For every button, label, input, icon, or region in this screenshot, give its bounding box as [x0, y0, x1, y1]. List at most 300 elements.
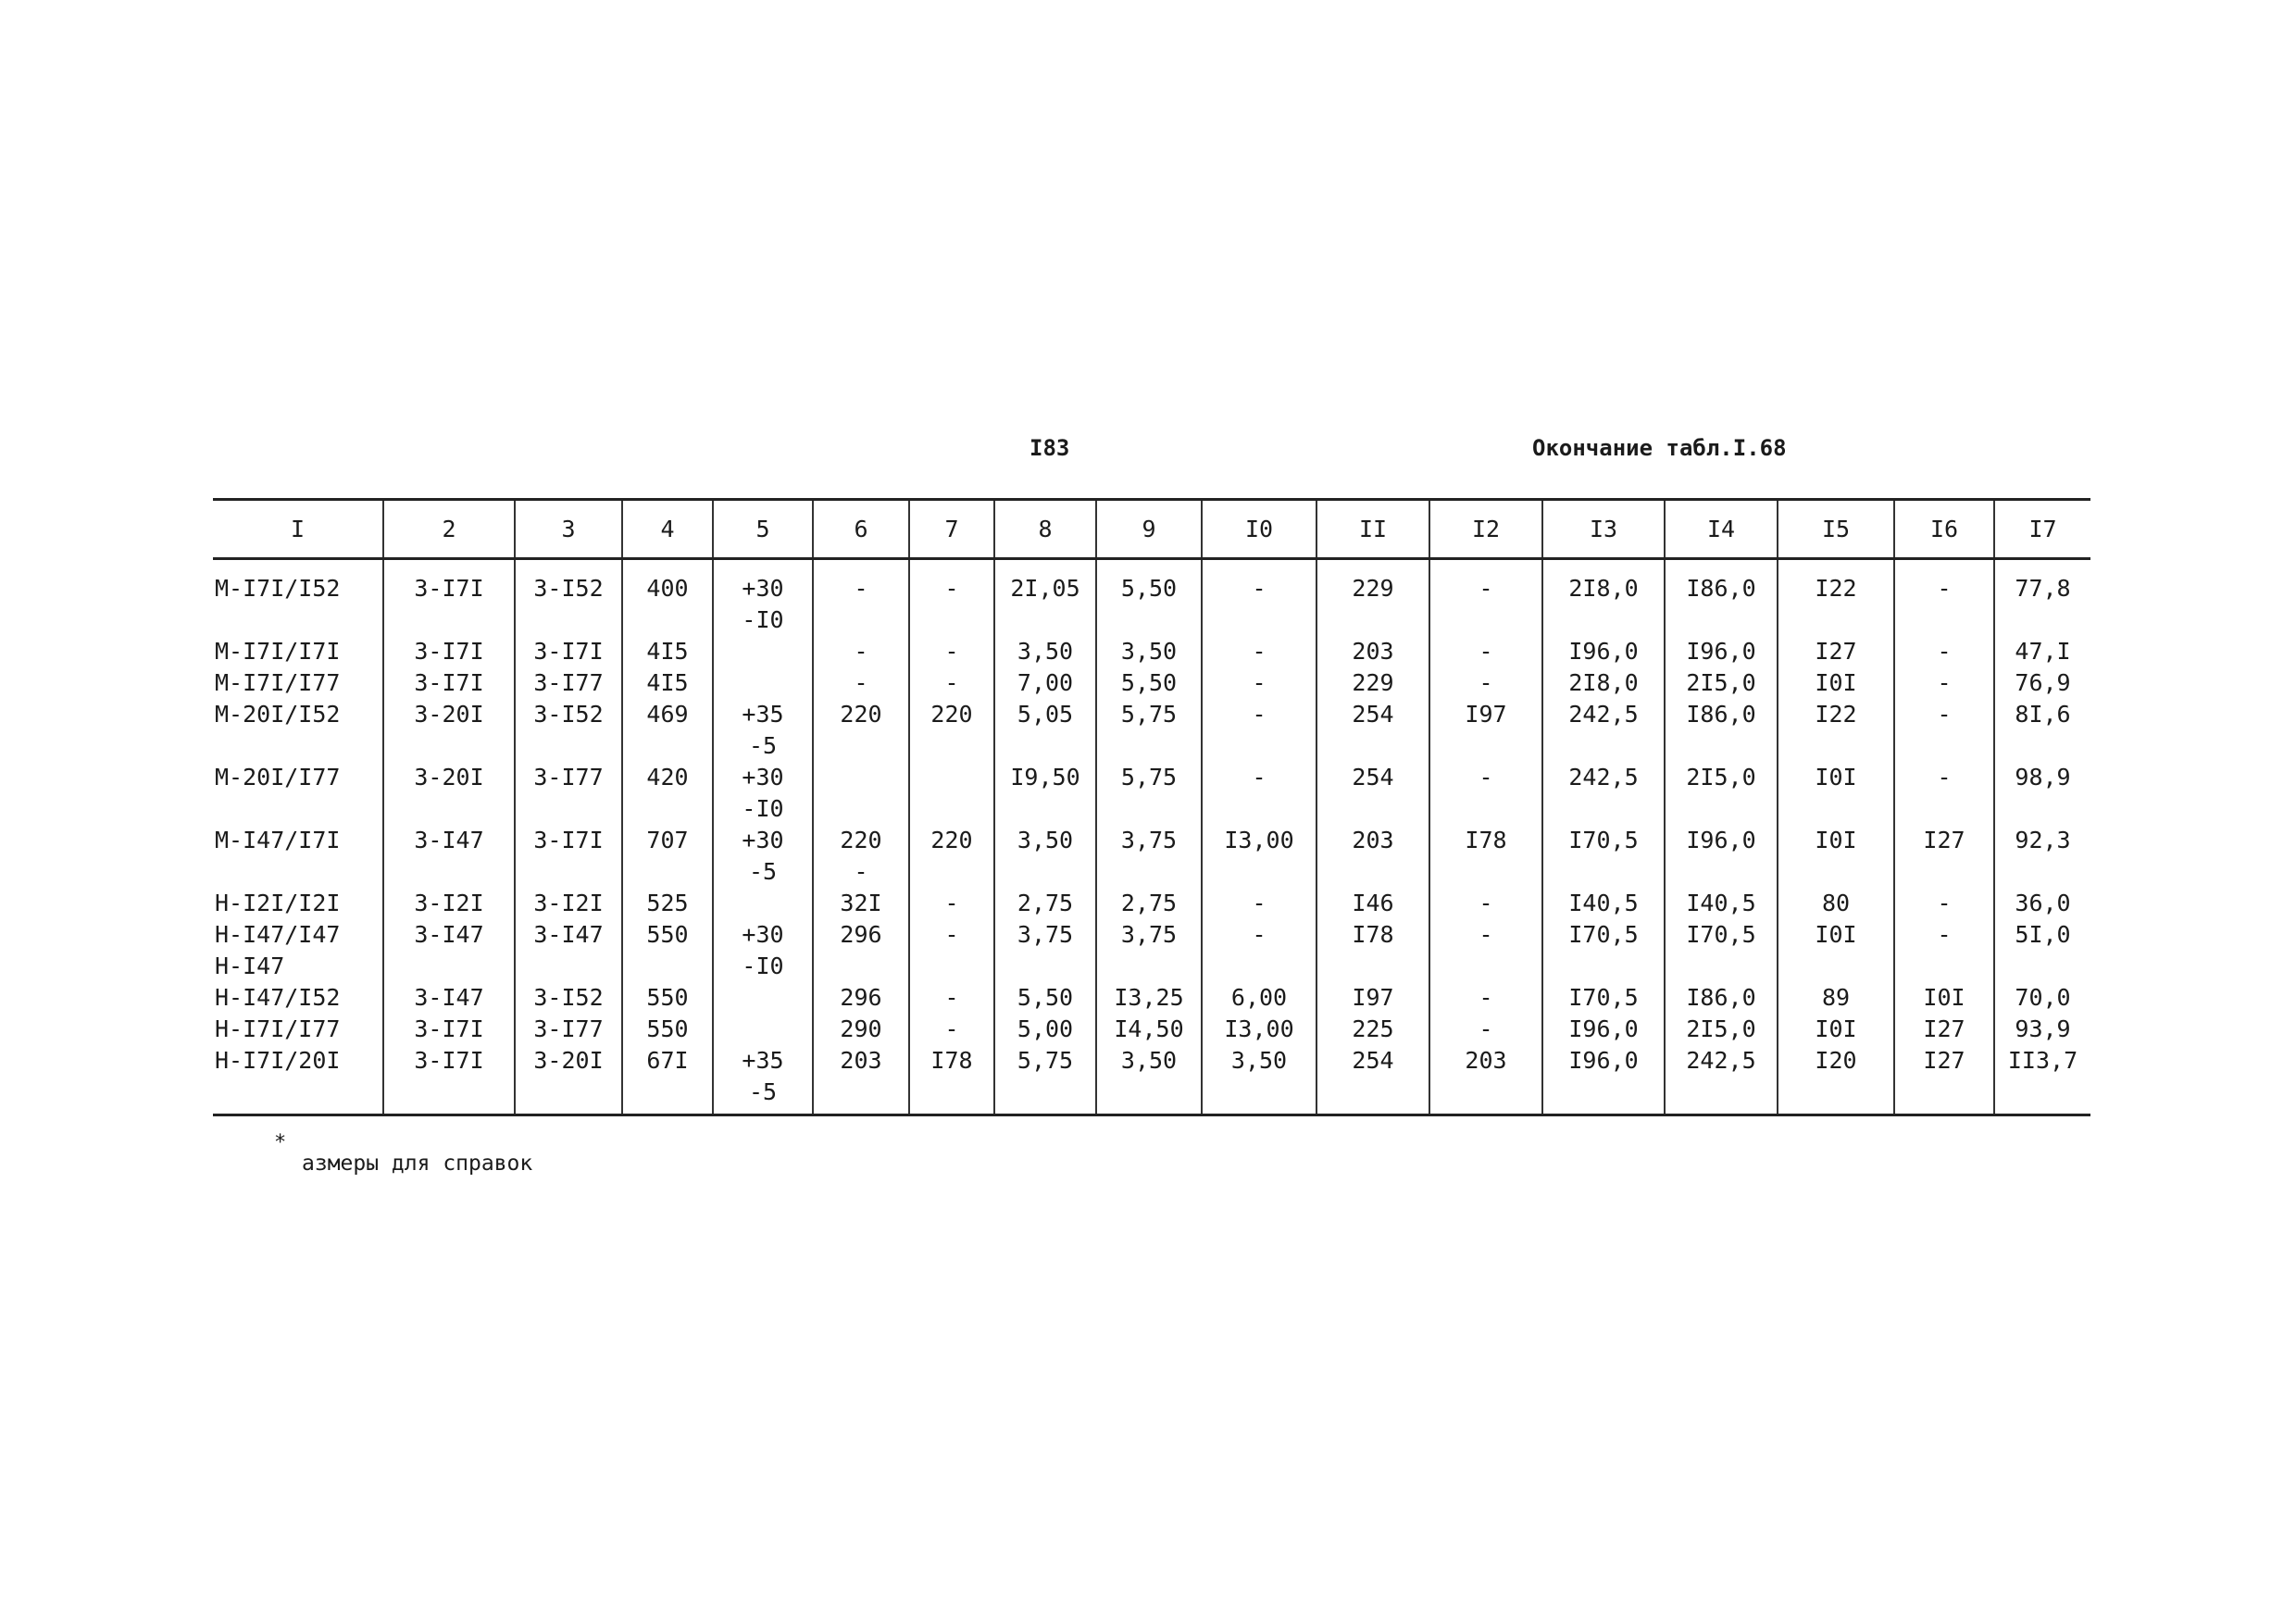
- cell-subvalue: -I0: [742, 606, 784, 633]
- table-row: [213, 982, 2090, 1014]
- cell-value: I78: [930, 1047, 973, 1074]
- cell-value: -: [1479, 638, 1493, 665]
- cell-value: 76,9: [2015, 669, 2071, 696]
- table-cell: [383, 982, 515, 1014]
- cell-value: 2I8,0: [1568, 575, 1639, 602]
- column-header-2: 2: [383, 500, 515, 559]
- table-cell: [813, 559, 909, 637]
- table-cell: [1665, 982, 1778, 1014]
- table-cell: [1202, 1045, 1316, 1115]
- cell-value: 242,5: [1568, 701, 1639, 728]
- table-cell: [1994, 1014, 2090, 1045]
- cell-value: I0I: [1815, 827, 1857, 853]
- column-header-13: I3: [1542, 500, 1665, 559]
- cell-value: 5,05: [1017, 701, 1074, 728]
- table-cell: [994, 762, 1096, 825]
- table-cell: [515, 919, 622, 982]
- table-cell: [622, 699, 713, 762]
- cell-value: 220: [840, 701, 882, 728]
- table-cell: [813, 636, 909, 667]
- table-cell: [1429, 982, 1542, 1014]
- row-designation: [213, 667, 383, 699]
- cell-value: 229: [1352, 575, 1394, 602]
- table-cell: [1316, 762, 1429, 825]
- cell-value: 2,75: [1017, 890, 1074, 916]
- cell-value: -: [1937, 669, 1952, 696]
- cell-value: 67I: [646, 1047, 689, 1074]
- table-cell: [1894, 699, 1994, 762]
- cell-value: -: [1252, 638, 1267, 665]
- table-cell: [1894, 762, 1994, 825]
- cell-value: 3,50: [1120, 638, 1178, 665]
- table-cell: [994, 919, 1096, 982]
- cell-value: 3-I2I: [533, 890, 604, 916]
- cell-value: 3-I77: [533, 1015, 604, 1042]
- table-cell: [1994, 636, 2090, 667]
- row-designation: [213, 636, 383, 667]
- table-cell: [1994, 888, 2090, 919]
- table-cell: [1316, 982, 1429, 1014]
- cell-value: 220: [840, 827, 882, 853]
- table-cell: [1994, 982, 2090, 1014]
- table-cell: [909, 559, 994, 637]
- table-cell: [1096, 762, 1202, 825]
- table-cell: [813, 762, 909, 825]
- cell-value: 550: [646, 984, 689, 1011]
- cell-value: 80: [1821, 890, 1851, 916]
- table-cell: [909, 888, 994, 919]
- table-cell: [1096, 1014, 1202, 1045]
- cell-value: 3-I7I: [414, 638, 484, 665]
- designation-text: М-I7I/I77: [215, 669, 341, 696]
- table-cell: [515, 888, 622, 919]
- table-cell: [1778, 888, 1894, 919]
- cell-value: I97: [1465, 701, 1507, 728]
- cell-value: I86,0: [1686, 701, 1756, 728]
- table-cell: [1429, 1014, 1542, 1045]
- table-cell: [1316, 636, 1429, 667]
- table-cell: [1202, 888, 1316, 919]
- table-cell: [1096, 1045, 1202, 1115]
- cell-value: 3-20I: [533, 1047, 604, 1074]
- table-cell: [713, 762, 813, 825]
- cell-value: 47,I: [2015, 638, 2071, 665]
- table-cell: [1778, 919, 1894, 982]
- cell-value: 254: [1352, 764, 1394, 791]
- cell-value: 3-I7I: [533, 638, 604, 665]
- column-header-17: I7: [1994, 500, 2090, 559]
- cell-value: 2I8,0: [1568, 669, 1639, 696]
- cell-value: 296: [840, 921, 882, 948]
- table-cell: [1542, 1014, 1665, 1045]
- table-cell: [383, 699, 515, 762]
- table-cell: [713, 636, 813, 667]
- cell-value: -: [1479, 764, 1493, 791]
- cell-value: 2I,05: [1010, 575, 1080, 602]
- cell-value: -: [944, 921, 959, 948]
- table-cell: [1096, 667, 1202, 699]
- table-cell: [1778, 699, 1894, 762]
- cell-value: -: [1252, 669, 1267, 696]
- table-cell: [1542, 667, 1665, 699]
- designation-text: М-20I/I52: [215, 701, 341, 728]
- table-cell: [515, 699, 622, 762]
- table-cell: [1894, 825, 1994, 888]
- table-cell: [1429, 919, 1542, 982]
- cell-value: +30: [742, 575, 784, 602]
- cell-value: 229: [1352, 669, 1394, 696]
- cell-value: I20: [1815, 1047, 1857, 1074]
- row-designation: [213, 1014, 383, 1045]
- cell-value: 3-I47: [414, 921, 484, 948]
- table-cell: [1429, 888, 1542, 919]
- table-cell: [1994, 559, 2090, 637]
- table-cell: [1994, 1045, 2090, 1115]
- cell-value: I86,0: [1686, 575, 1756, 602]
- cell-value: 3-I7I: [414, 575, 484, 602]
- table-cell: [909, 982, 994, 1014]
- cell-value: 203: [840, 1047, 882, 1074]
- cell-value: -: [1252, 701, 1267, 728]
- table-cell: [1096, 699, 1202, 762]
- cell-value: -: [1937, 701, 1952, 728]
- designation-subtext: Н-I47: [215, 953, 285, 979]
- designation-text: М-I7I/I7I: [215, 638, 341, 665]
- row-designation: [213, 825, 383, 888]
- table-cell: [1665, 667, 1778, 699]
- table-cell: [1096, 919, 1202, 982]
- table-cell: [1665, 888, 1778, 919]
- cell-value: 77,8: [2015, 575, 2071, 602]
- table-cell: [1542, 825, 1665, 888]
- table-caption: Окончание табл.I.68: [1532, 435, 1787, 461]
- table-cell: [1316, 825, 1429, 888]
- row-designation: [213, 559, 383, 637]
- table-cell: [1202, 919, 1316, 982]
- table-cell: [813, 1045, 909, 1115]
- cell-value: -: [1479, 890, 1493, 916]
- table-cell: [1096, 982, 1202, 1014]
- cell-value: 3-I7I: [533, 827, 604, 853]
- table-cell: [1778, 1014, 1894, 1045]
- table-cell: [1202, 636, 1316, 667]
- cell-value: I78: [1352, 921, 1394, 948]
- table-cell: [1994, 667, 2090, 699]
- designation-text: Н-I47/I47: [215, 921, 341, 948]
- table-cell: [383, 636, 515, 667]
- table-cell: [909, 825, 994, 888]
- table-cell: [909, 636, 994, 667]
- table-cell: [813, 699, 909, 762]
- table-cell: [1894, 982, 1994, 1014]
- cell-value: I96,0: [1568, 638, 1639, 665]
- table-cell: [1202, 559, 1316, 637]
- table-cell: [1665, 559, 1778, 637]
- table-row: [213, 825, 2090, 888]
- cell-value: 296: [840, 984, 882, 1011]
- designation-text: М-I7I/I52: [215, 575, 341, 602]
- table-cell: [909, 1045, 994, 1115]
- table-cell: [1429, 762, 1542, 825]
- cell-value: 3-I47: [533, 921, 604, 948]
- table-body: [213, 559, 2090, 1115]
- table-row: [213, 1045, 2090, 1115]
- table-row: [213, 667, 2090, 699]
- cell-value: I27: [1923, 1015, 1965, 1042]
- table-cell: [1202, 1014, 1316, 1045]
- cell-value: I0I: [1815, 764, 1857, 791]
- designation-text: Н-I7I/20I: [215, 1047, 341, 1074]
- table-cell: [994, 699, 1096, 762]
- cell-value: 254: [1352, 1047, 1394, 1074]
- cell-value: 3,50: [1230, 1047, 1288, 1074]
- cell-value: -: [1479, 984, 1493, 1011]
- table-cell: [1542, 699, 1665, 762]
- cell-value: -: [1252, 921, 1267, 948]
- table-cell: [1994, 919, 2090, 982]
- cell-value: 5,75: [1120, 764, 1178, 791]
- table-cell: [515, 667, 622, 699]
- table-cell: [994, 982, 1096, 1014]
- column-header-9: 9: [1096, 500, 1202, 559]
- cell-value: -: [1479, 575, 1493, 602]
- table-cell: [1316, 699, 1429, 762]
- cell-value: I70,5: [1568, 921, 1639, 948]
- table-cell: [1202, 762, 1316, 825]
- cell-value: -: [1937, 575, 1952, 602]
- table-cell: [1429, 636, 1542, 667]
- column-header-14: I4: [1665, 500, 1778, 559]
- cell-value: I86,0: [1686, 984, 1756, 1011]
- table-cell: [1542, 982, 1665, 1014]
- table-cell: [622, 636, 713, 667]
- cell-value: 3-I47: [414, 984, 484, 1011]
- table-cell: [1894, 667, 1994, 699]
- table-cell: [994, 1014, 1096, 1045]
- row-designation: [213, 762, 383, 825]
- cell-value: 254: [1352, 701, 1394, 728]
- table-cell: [515, 762, 622, 825]
- table-cell: [622, 982, 713, 1014]
- table-cell: [909, 1014, 994, 1045]
- cell-value: I3,00: [1224, 827, 1294, 853]
- cell-value: I70,5: [1568, 984, 1639, 1011]
- cell-value: 3,75: [1017, 921, 1074, 948]
- row-designation: [213, 699, 383, 762]
- table-cell: [1665, 1045, 1778, 1115]
- table-cell: [909, 699, 994, 762]
- table-cell: [1096, 888, 1202, 919]
- cell-value: 3,50: [1017, 638, 1074, 665]
- table-cell: [713, 699, 813, 762]
- table-cell: [1665, 762, 1778, 825]
- table-cell: [383, 559, 515, 637]
- table-cell: [1316, 1014, 1429, 1045]
- cell-value: I46: [1352, 890, 1394, 916]
- table-cell: [515, 825, 622, 888]
- table-cell: [1994, 825, 2090, 888]
- table-cell: [713, 888, 813, 919]
- cell-value: 3,75: [1120, 921, 1178, 948]
- cell-value: +30: [742, 827, 784, 853]
- cell-value: 92,3: [2015, 827, 2071, 853]
- table-cell: [1894, 636, 1994, 667]
- column-header-7: 7: [909, 500, 994, 559]
- table-row: [213, 762, 2090, 825]
- cell-value: 203: [1352, 638, 1394, 665]
- cell-value: I0I: [1923, 984, 1965, 1011]
- table-cell: [1316, 1045, 1429, 1115]
- cell-value: -: [944, 890, 959, 916]
- table-cell: [383, 825, 515, 888]
- table-cell: [1429, 825, 1542, 888]
- column-header-16: I6: [1894, 500, 1994, 559]
- designation-text: Н-I2I/I2I: [215, 890, 341, 916]
- table-cell: [383, 762, 515, 825]
- cell-value: 3-I77: [533, 669, 604, 696]
- table-cell: [622, 888, 713, 919]
- cell-value: 5,75: [1017, 1047, 1074, 1074]
- table-cell: [1778, 825, 1894, 888]
- table-cell: [713, 1014, 813, 1045]
- cell-value: I0I: [1815, 1015, 1857, 1042]
- cell-value: -: [1937, 890, 1952, 916]
- cell-subvalue: -: [854, 858, 868, 885]
- column-header-12: I2: [1429, 500, 1542, 559]
- cell-value: 36,0: [2015, 890, 2071, 916]
- cell-value: I0I: [1815, 921, 1857, 948]
- cell-value: -: [944, 638, 959, 665]
- cell-value: 32I: [840, 890, 882, 916]
- cell-value: -: [1937, 764, 1952, 791]
- table-cell: [1316, 559, 1429, 637]
- cell-value: I96,0: [1686, 638, 1756, 665]
- table-cell: [622, 762, 713, 825]
- cell-value: -: [854, 575, 868, 602]
- cell-value: -: [1937, 921, 1952, 948]
- table-cell: [1778, 982, 1894, 1014]
- cell-value: 89: [1821, 984, 1851, 1011]
- cell-value: 3-I7I: [414, 669, 484, 696]
- row-designation: [213, 1045, 383, 1115]
- table-cell: [1542, 636, 1665, 667]
- cell-value: 93,9: [2015, 1015, 2071, 1042]
- row-designation: [213, 888, 383, 919]
- cell-value: I96,0: [1686, 827, 1756, 853]
- cell-value: 98,9: [2015, 764, 2071, 791]
- cell-value: 8I,6: [2015, 701, 2071, 728]
- page-number: I83: [1029, 435, 1070, 461]
- table-cell: [383, 1014, 515, 1045]
- table-cell: [813, 667, 909, 699]
- cell-value: 707: [646, 827, 689, 853]
- cell-value: 5I,0: [2015, 921, 2071, 948]
- table-cell: [1096, 825, 1202, 888]
- table-cell: [713, 919, 813, 982]
- column-header-3: 3: [515, 500, 622, 559]
- table-cell: [909, 919, 994, 982]
- cell-value: 2I5,0: [1686, 1015, 1756, 1042]
- cell-value: 3-I52: [533, 575, 604, 602]
- cell-value: 4I5: [646, 669, 689, 696]
- table-cell: [1665, 636, 1778, 667]
- cell-subvalue: -I0: [742, 795, 784, 822]
- row-designation: [213, 919, 383, 982]
- cell-value: I96,0: [1568, 1047, 1639, 1074]
- table-row: [213, 888, 2090, 919]
- column-header-15: I5: [1778, 500, 1894, 559]
- cell-value: 242,5: [1568, 764, 1639, 791]
- cell-subvalue: -5: [748, 1078, 778, 1105]
- cell-value: 70,0: [2015, 984, 2071, 1011]
- table-cell: [1665, 825, 1778, 888]
- cell-value: 290: [840, 1015, 882, 1042]
- table-cell: [1894, 1045, 1994, 1115]
- cell-value: -: [1479, 1015, 1493, 1042]
- cell-value: 3,50: [1017, 827, 1074, 853]
- table-cell: [1665, 699, 1778, 762]
- table-cell: [909, 667, 994, 699]
- table-cell: [813, 982, 909, 1014]
- column-header-8: 8: [994, 500, 1096, 559]
- header-row: [213, 500, 2090, 559]
- table-cell: [622, 919, 713, 982]
- table-cell: [1778, 559, 1894, 637]
- cell-value: I0I: [1815, 669, 1857, 696]
- cell-value: 3-I7I: [414, 1015, 484, 1042]
- table-cell: [383, 667, 515, 699]
- table-cell: [713, 559, 813, 637]
- cell-value: 225: [1352, 1015, 1394, 1042]
- table-cell: [1894, 888, 1994, 919]
- cell-value: 469: [646, 701, 689, 728]
- table-cell: [1778, 667, 1894, 699]
- table-cell: [383, 1045, 515, 1115]
- cell-value: 400: [646, 575, 689, 602]
- cell-value: 5,75: [1120, 701, 1178, 728]
- cell-value: 3-I7I: [414, 1047, 484, 1074]
- table-cell: [1778, 762, 1894, 825]
- cell-subvalue: -I0: [742, 953, 784, 979]
- table-cell: [1778, 636, 1894, 667]
- cell-value: 203: [1465, 1047, 1507, 1074]
- table-cell: [1665, 919, 1778, 982]
- table-cell: [813, 1014, 909, 1045]
- table-cell: [1894, 1014, 1994, 1045]
- table-cell: [1429, 699, 1542, 762]
- table-cell: [622, 667, 713, 699]
- cell-value: 550: [646, 1015, 689, 1042]
- table-cell: [994, 825, 1096, 888]
- table-cell: [1994, 762, 2090, 825]
- cell-value: -: [1252, 575, 1267, 602]
- table-cell: [1542, 1045, 1665, 1115]
- cell-value: I70,5: [1568, 827, 1639, 853]
- table-cell: [515, 1045, 622, 1115]
- table-cell: [994, 636, 1096, 667]
- cell-value: 2I5,0: [1686, 764, 1756, 791]
- footnote-text: азмеры для справок: [302, 1152, 533, 1176]
- table-cell: [1316, 888, 1429, 919]
- cell-value: I70,5: [1686, 921, 1756, 948]
- designation-text: Н-I47/I52: [215, 984, 341, 1011]
- table-cell: [1096, 636, 1202, 667]
- cell-value: 5,50: [1120, 575, 1178, 602]
- table-cell: [622, 559, 713, 637]
- table-cell: [813, 919, 909, 982]
- table-cell: [713, 982, 813, 1014]
- table-cell: [1316, 919, 1429, 982]
